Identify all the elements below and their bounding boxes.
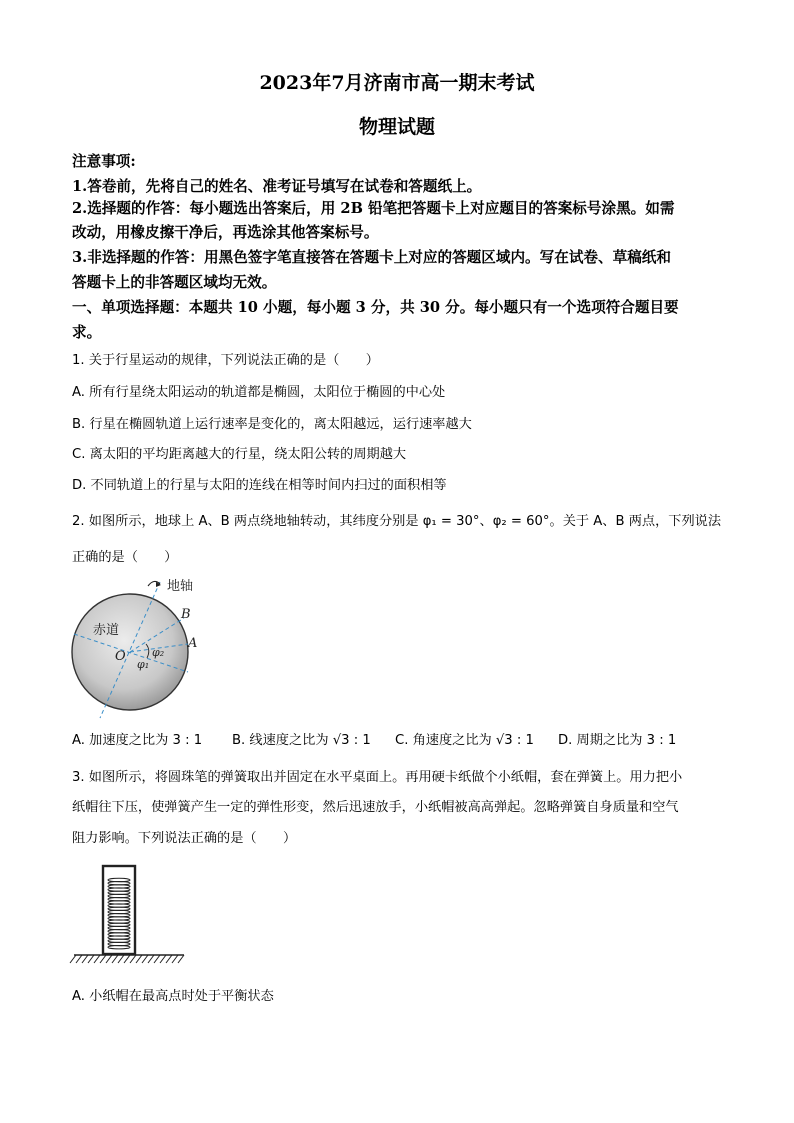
spring-coils [108,878,130,949]
q1-option-d: D. 不同轨道上的行星与太阳的连线在相等时间内扫过的面积相等 [72,478,447,493]
point-a-label: A [188,636,198,651]
q1-option-c: C. 离太阳的平均距离越大的行星，绕太阳公转的周期越大 [72,447,407,462]
q3-stem-line-3: 阻力影响。下列说法正确的是（ ） [72,831,297,846]
table-hatching [70,955,184,963]
q2-option-b: B. 线速度之比为 √3 : 1 [232,733,371,748]
hatch-line [76,955,82,963]
q2-option-c: C. 角速度之比为 √3 : 1 [395,733,534,748]
hatch-line [172,955,178,963]
hatch-line [160,955,166,963]
q2-option-d: D. 周期之比为 3 : 1 [558,733,677,748]
q1-option-b: B. 行星在椭圆轨道上运行速率是变化的，离太阳越远，运行速率越大 [72,417,472,432]
hatch-line [112,955,118,963]
hatch-line [130,955,136,963]
equator-label: 赤道 [93,623,120,638]
q3-stem-line-2: 纸帽往下压，使弹簧产生一定的弹性形变，然后迅速放手，小纸帽被高高弹起。忽略弹簧自身质量和空气 [72,800,679,815]
section-1-heading-line-1: 一、单项选择题：本题共 10 小题，每小题 3 分，共 30 分。每小题只有一个选项符合题目要 [72,299,679,316]
note-1: 1.答卷前，先将自己的姓名、准考证号填写在试卷和答题纸上。 [72,178,482,195]
axis-label: 地轴 [167,579,194,594]
hatch-line [88,955,94,963]
hatch-line [136,955,142,963]
hatch-line [166,955,172,963]
hatch-line [70,955,76,963]
q2-stem-line-1: 2. 如图所示，地球上 A、B 两点绕地轴转动，其纬度分别是 φ₁ = 30°、φ₂ = 60°。关于 A、B 两点，下列说法 [72,514,722,529]
hatch-line [142,955,148,963]
hatch-line [154,955,160,963]
q2-stem-line-2: 正确的是（ ） [72,550,178,565]
hatch-line [178,955,184,963]
hatch-line [100,955,106,963]
note-2-line-2: 改动，用橡皮擦干净后，再选涂其他答案标号。 [72,224,379,241]
center-label: O [115,649,126,664]
q1-stem: 1. 关于行星运动的规律，下列说法正确的是（ ） [72,353,379,368]
exam-title: 2023年7月济南市高一期末考试 [259,72,535,94]
phi1-label: φ₁ [137,658,150,671]
hatch-line [94,955,100,963]
note-3-line-2: 答题卡上的非答题区域均无效。 [72,274,277,291]
q3-stem-line-1: 3. 如图所示，将圆珠笔的弹簧取出并固定在水平桌面上。再用硬卡纸做个小纸帽，套在弹簧上。用力把小 [72,770,683,785]
earth-rotation-figure [60,570,220,720]
note-3-line-1: 3.非选择题的作答：用黑色签字笔直接答在答题卡上对应的答题区域内。写在试卷、草稿纸和 [72,249,671,266]
q3-option-a: A. 小纸帽在最高点时处于平衡状态 [72,989,274,1004]
hatch-line [118,955,124,963]
notes-heading: 注意事项: [72,153,136,170]
hatch-line [106,955,112,963]
note-2-line-1: 2.选择题的作答：每小题选出答案后，用 2B 铅笔把答题卡上对应题目的答案标号涂黑。如需 [72,200,675,217]
spring-figure [72,864,192,970]
q1-option-a: A. 所有行星绕太阳运动的轨道都是椭圆，太阳位于椭圆的中心处 [72,385,446,400]
section-1-heading-line-2: 求。 [72,324,102,341]
exam-subtitle: 物理试题 [358,116,435,138]
hatch-line [82,955,88,963]
point-b-label: B [181,607,191,622]
hatch-line [124,955,130,963]
hatch-line [148,955,154,963]
q2-option-a: A. 加速度之比为 3 : 1 [72,733,203,748]
phi2-label: φ₂ [152,646,165,659]
